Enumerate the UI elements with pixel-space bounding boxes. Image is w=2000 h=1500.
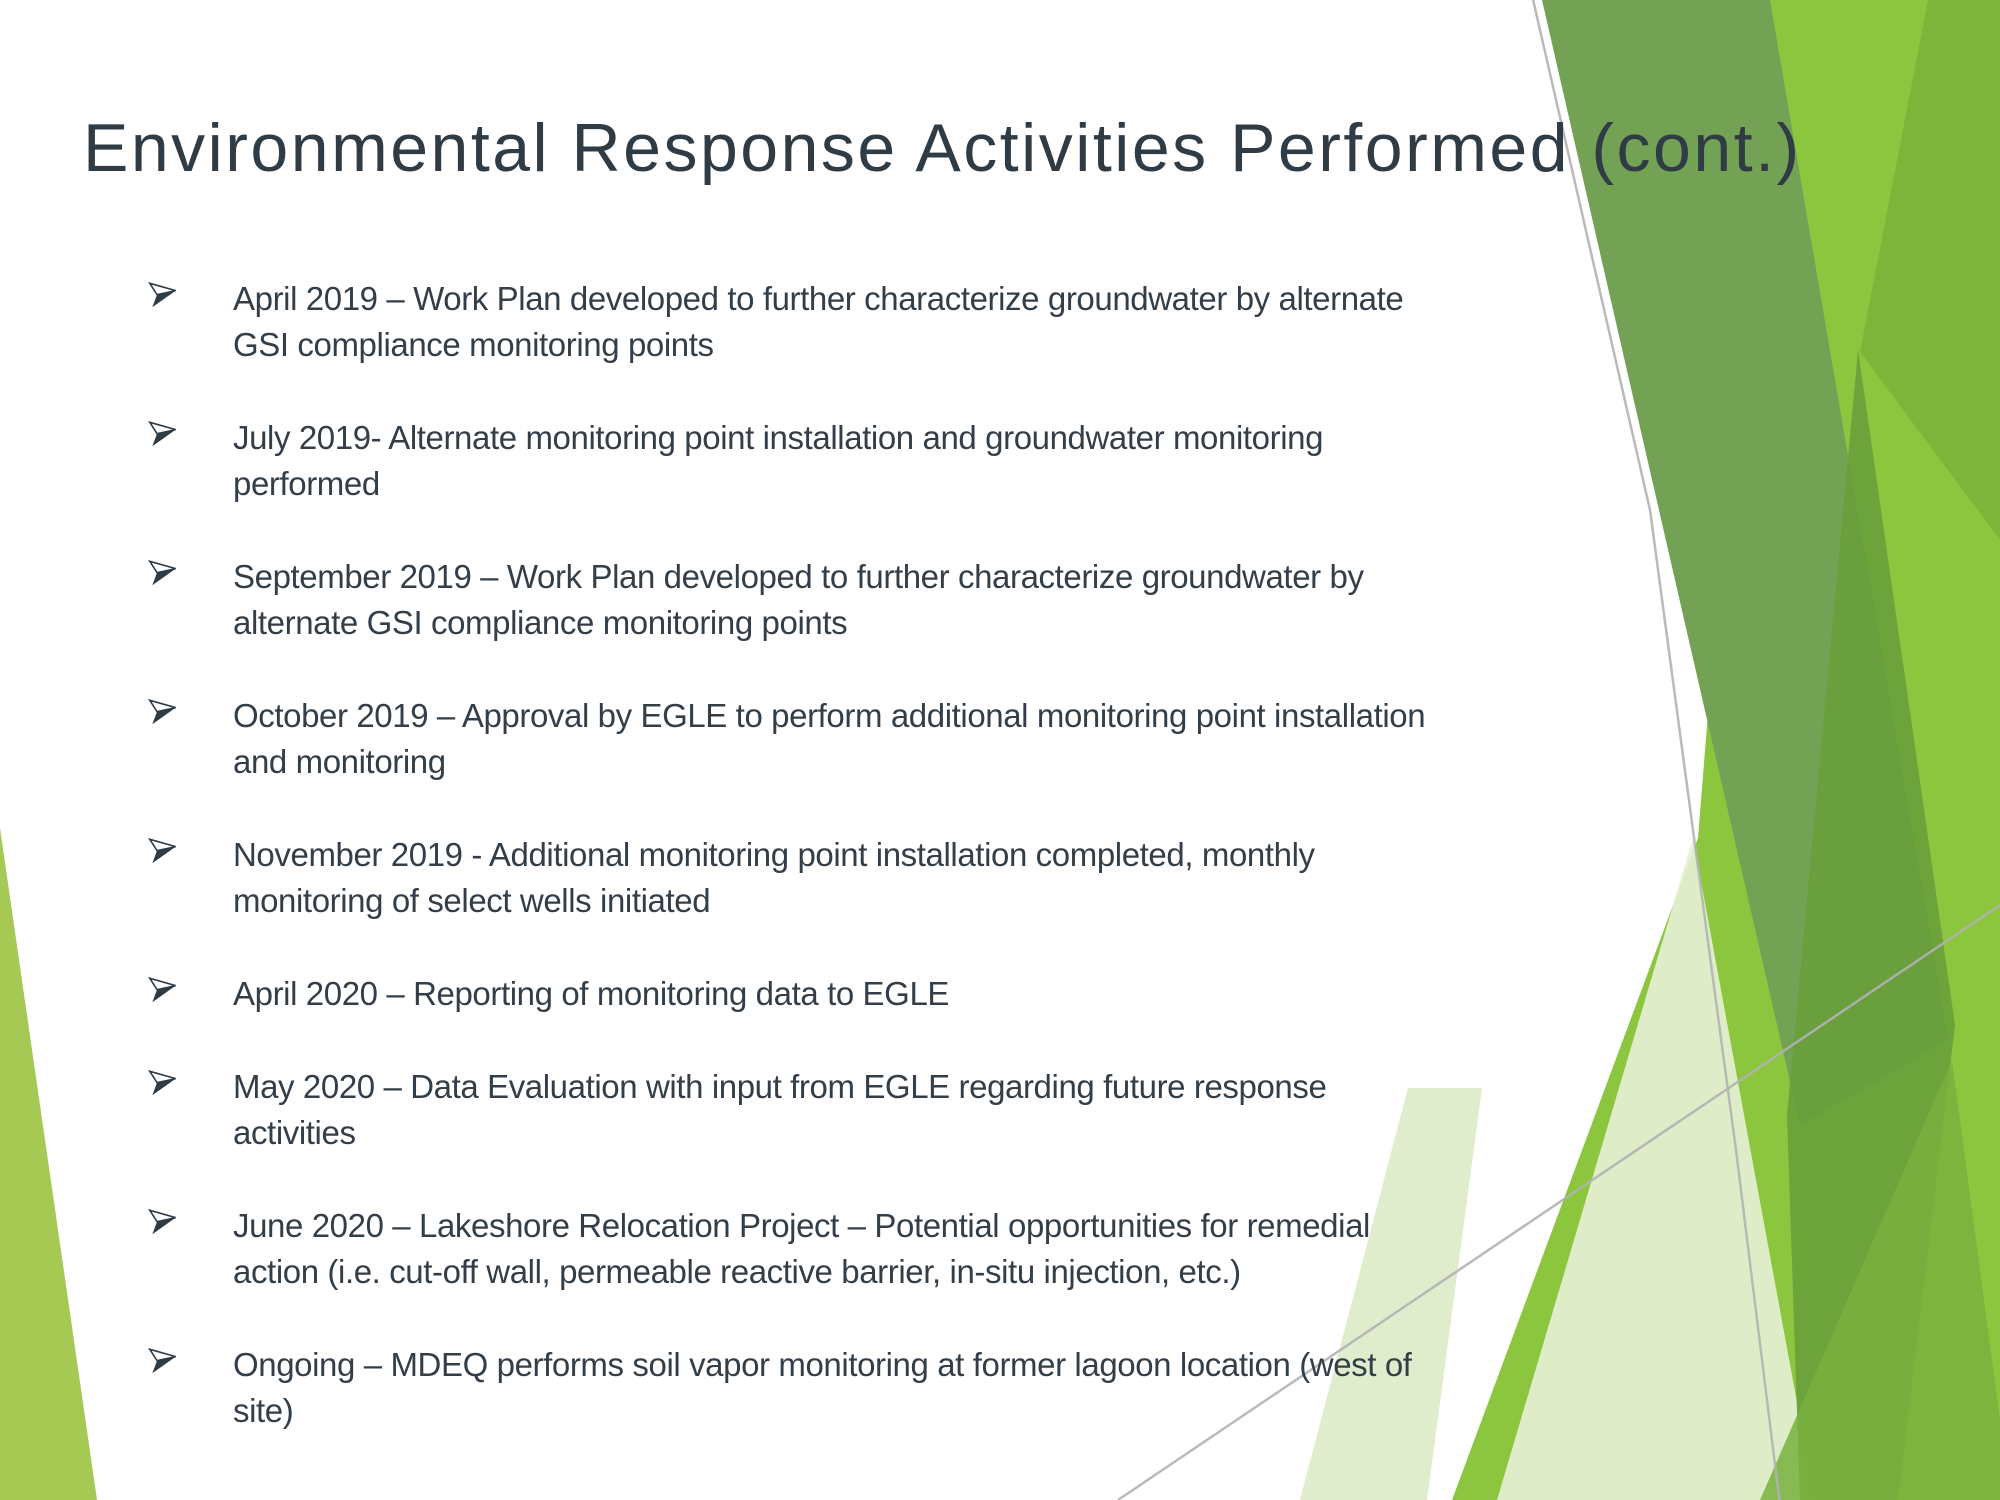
bullet-text-line: GSI compliance monitoring points (233, 326, 714, 363)
bullet-item (148, 554, 1648, 646)
arrowhead-bullet-icon (148, 1345, 178, 1375)
bullet-item (148, 832, 1648, 924)
bullet-text-line: November 2019 - Additional monitoring point installation completed, monthly (233, 836, 1315, 873)
arrowhead-bullet-icon (148, 1067, 178, 1097)
bullet-item (148, 1342, 1648, 1434)
bullet-text (233, 1342, 1412, 1434)
bullet-item (148, 971, 1648, 1017)
bullet-item (148, 1064, 1648, 1156)
bullet-text-line: July 2019- Alternate monitoring point installation and groundwater monitoring (233, 419, 1324, 456)
bullet-text-line: performed (233, 465, 380, 502)
arrowhead-bullet-icon (148, 279, 178, 309)
bullet-item (148, 693, 1648, 785)
bullet-text-line: October 2019 – Approval by EGLE to perform additional monitoring point installation (233, 697, 1426, 734)
bullet-text-line: action (i.e. cut-off wall, permeable reactive barrier, in-situ injection, etc.) (233, 1253, 1241, 1290)
green-left-wedge (0, 828, 97, 1500)
bullet-text-line: September 2019 – Work Plan developed to further characterize groundwater by (233, 558, 1364, 595)
arrowhead-bullet-icon (148, 418, 178, 448)
arrowhead-bullet-icon (148, 696, 178, 726)
bullet-text (233, 1203, 1370, 1295)
arrowhead-bullet-icon (148, 1206, 178, 1236)
slide-title: Environmental Response Activities Performed (cont.) (83, 110, 1802, 186)
bullet-text (233, 1064, 1326, 1156)
bullet-text-line: May 2020 – Data Evaluation with input from EGLE regarding future response (233, 1068, 1327, 1105)
bullet-text-line: April 2020 – Reporting of monitoring data to EGLE (233, 975, 950, 1012)
arrowhead-bullet-icon (148, 557, 178, 587)
arrowhead-bullet-icon (148, 974, 178, 1004)
bullet-text-line: alternate GSI compliance monitoring points (233, 604, 848, 641)
bullet-text-line: activities (233, 1114, 356, 1151)
bullet-item (148, 1203, 1648, 1295)
bullet-text (233, 832, 1315, 924)
bullet-text (233, 415, 1323, 507)
bullet-item (148, 276, 1648, 368)
bullet-text (233, 276, 1403, 368)
bullet-text-line: Ongoing – MDEQ performs soil vapor monitoring at former lagoon location (west of (233, 1346, 1412, 1383)
bullet-text-line: April 2019 – Work Plan developed to further characterize groundwater by alternate (233, 280, 1404, 317)
bullet-text-line: June 2020 – Lakeshore Relocation Project – Potential opportunities for remedial (233, 1207, 1370, 1244)
bullet-item (148, 415, 1648, 507)
bullet-text-line: and monitoring (233, 743, 446, 780)
bullet-text-line: monitoring of select wells initiated (233, 882, 711, 919)
bullet-text (233, 554, 1364, 646)
arrowhead-bullet-icon (148, 835, 178, 865)
bullet-text (233, 971, 949, 1017)
bullet-text (233, 693, 1425, 785)
bullet-list (148, 276, 1648, 1481)
bullet-text-line: site) (233, 1392, 294, 1429)
